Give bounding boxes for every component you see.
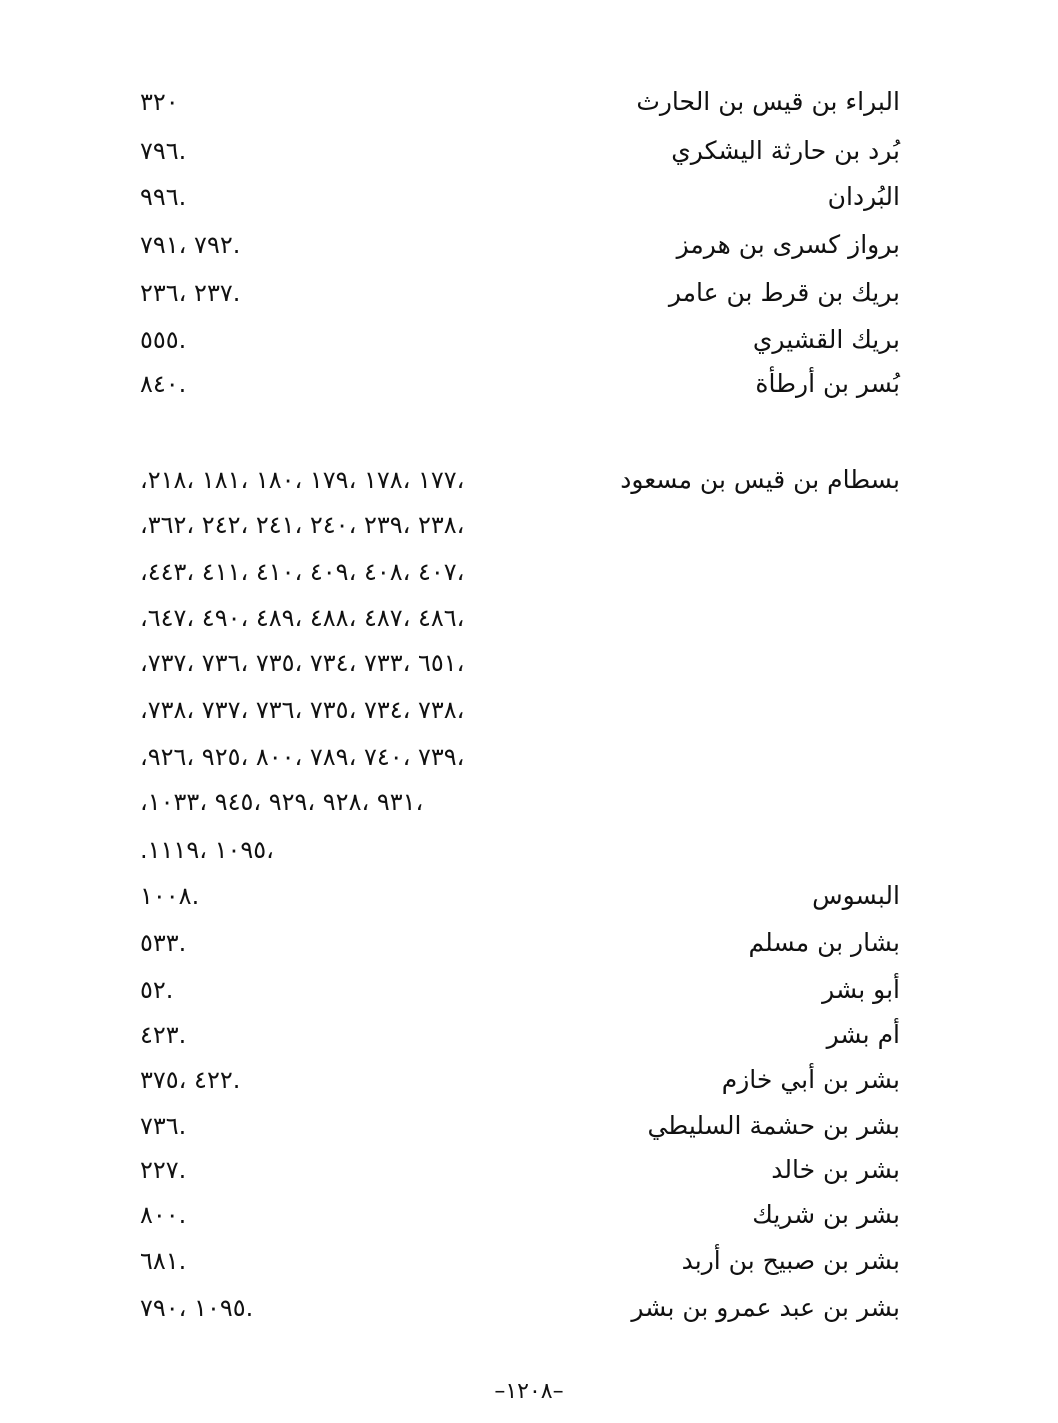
page-number: –١٢٠٨– — [494, 1379, 564, 1404]
entry-name: البسوس — [812, 881, 900, 910]
entry-name: أبو بشر — [822, 975, 900, 1004]
index-entry — [140, 1241, 900, 1281]
entry-pages: .٦٨١ — [140, 1247, 187, 1275]
entry-name: بشار بن مسلم — [748, 928, 900, 957]
index-entry — [140, 1150, 900, 1190]
entry-pages: .٧٩٢ ،٧٩١ — [140, 231, 241, 259]
entry-name: برواز كسرى بن هرمز — [676, 230, 900, 259]
entry-name: بشر بن عبد عمرو بن بشر — [631, 1293, 900, 1322]
entry-pages: .٤٢٣ — [140, 1021, 187, 1049]
entry-pages: .٧٩٦ — [140, 137, 187, 165]
entry-name: بريك القشيري — [752, 325, 900, 354]
index-entry — [140, 82, 900, 122]
entry-pages: .٧٣٦ — [140, 1112, 187, 1140]
entry-pages-line: ،١٧٧ ،١٧٨ ،١٧٩ ،١٨٠ ،١٨١ ،٢١٨، — [140, 466, 465, 494]
entry-name: بريك بن قرط بن عامر — [668, 278, 900, 307]
entry-pages: .٨٠٠ — [140, 1201, 187, 1229]
entry-name: البُردان — [827, 182, 900, 211]
entry-pages-line: ،٧٣٩ ،٧٤٠ ،٧٨٩ ،٨٠٠ ،٩٢٥ ،٩٢٦، — [140, 743, 465, 771]
entry-pages-line: ،٩٣١ ،٩٢٨ ،٩٢٩ ،٩٤٥ ،١٠٣٣، — [140, 788, 424, 816]
index-entry — [140, 364, 900, 404]
entry-pages: .٨٤٠ — [140, 370, 187, 398]
entry-pages: .٢٢٧ — [140, 1156, 187, 1184]
index-entry — [140, 1106, 900, 1146]
entry-pages-line: ،١٠٩٥ ،١١١٩. — [140, 836, 274, 864]
entry-pages-line: ،٧٣٨ ،٧٣٤ ،٧٣٥ ،٧٣٦ ،٧٣٧ ،٧٣٨، — [140, 696, 465, 724]
entry-name: بشر بن حشمة السليطي — [647, 1111, 900, 1140]
entry-name: بسطام بن قيس بن مسعود — [620, 465, 900, 494]
entry-pages-line: ،٦٥١ ،٧٣٣ ،٧٣٤ ،٧٣٥ ،٧٣٦ ،٧٣٧، — [140, 649, 465, 677]
entry-pages: .٥٣٣ — [140, 929, 187, 957]
index-entry — [140, 131, 900, 171]
entry-pages: .٩٩٦ — [140, 183, 187, 211]
entry-name: بُسر بن أرطأة — [755, 369, 900, 398]
index-entry — [140, 970, 900, 1010]
index-entry — [140, 273, 900, 313]
index-entry — [140, 1288, 900, 1328]
entry-pages: .٥٥٥ — [140, 326, 187, 354]
entry-pages: .٢٣٧ ،٢٣٦ — [140, 279, 241, 307]
entry-pages: .١٠٠٨ — [140, 882, 200, 910]
index-entry — [140, 1015, 900, 1055]
index-entry — [140, 1060, 900, 1100]
entry-pages: ٣٢٠ — [140, 88, 179, 116]
entry-pages-line: ،٢٣٨ ،٢٣٩ ،٢٤٠ ،٢٤١ ،٢٤٢ ،٣٦٢، — [140, 511, 465, 539]
index-entry — [140, 1195, 900, 1235]
entry-pages-line: ،٤٨٦ ،٤٨٧ ،٤٨٨ ،٤٨٩ ،٤٩٠ ،٦٤٧، — [140, 604, 465, 632]
entry-name: بشر بن صبيح بن أربد — [681, 1246, 900, 1275]
index-entry — [140, 923, 900, 963]
entry-pages: .٥٢ — [140, 976, 174, 1004]
index-entry — [140, 320, 900, 360]
entry-name: بشر بن خالد — [771, 1155, 900, 1184]
entry-name: أم بشر — [826, 1020, 900, 1049]
entry-name: بشر بن أبي خازم — [721, 1065, 900, 1094]
index-entry — [140, 225, 900, 265]
entry-pages: .٤٢٢ ،٣٧٥ — [140, 1066, 241, 1094]
entry-pages: .١٠٩٥ ،٧٩٠ — [140, 1294, 254, 1322]
entry-pages-line: ،٤٠٧ ،٤٠٨ ،٤٠٩ ،٤١٠ ،٤١١ ،٤٤٣، — [140, 558, 465, 586]
entry-name: البراء بن قيس بن الحارث — [636, 87, 900, 116]
index-entry — [140, 177, 900, 217]
entry-name: بُرد بن حارثة اليشكري — [671, 136, 900, 165]
index-entry — [140, 876, 900, 916]
entry-name: بشر بن شريك — [752, 1200, 900, 1229]
